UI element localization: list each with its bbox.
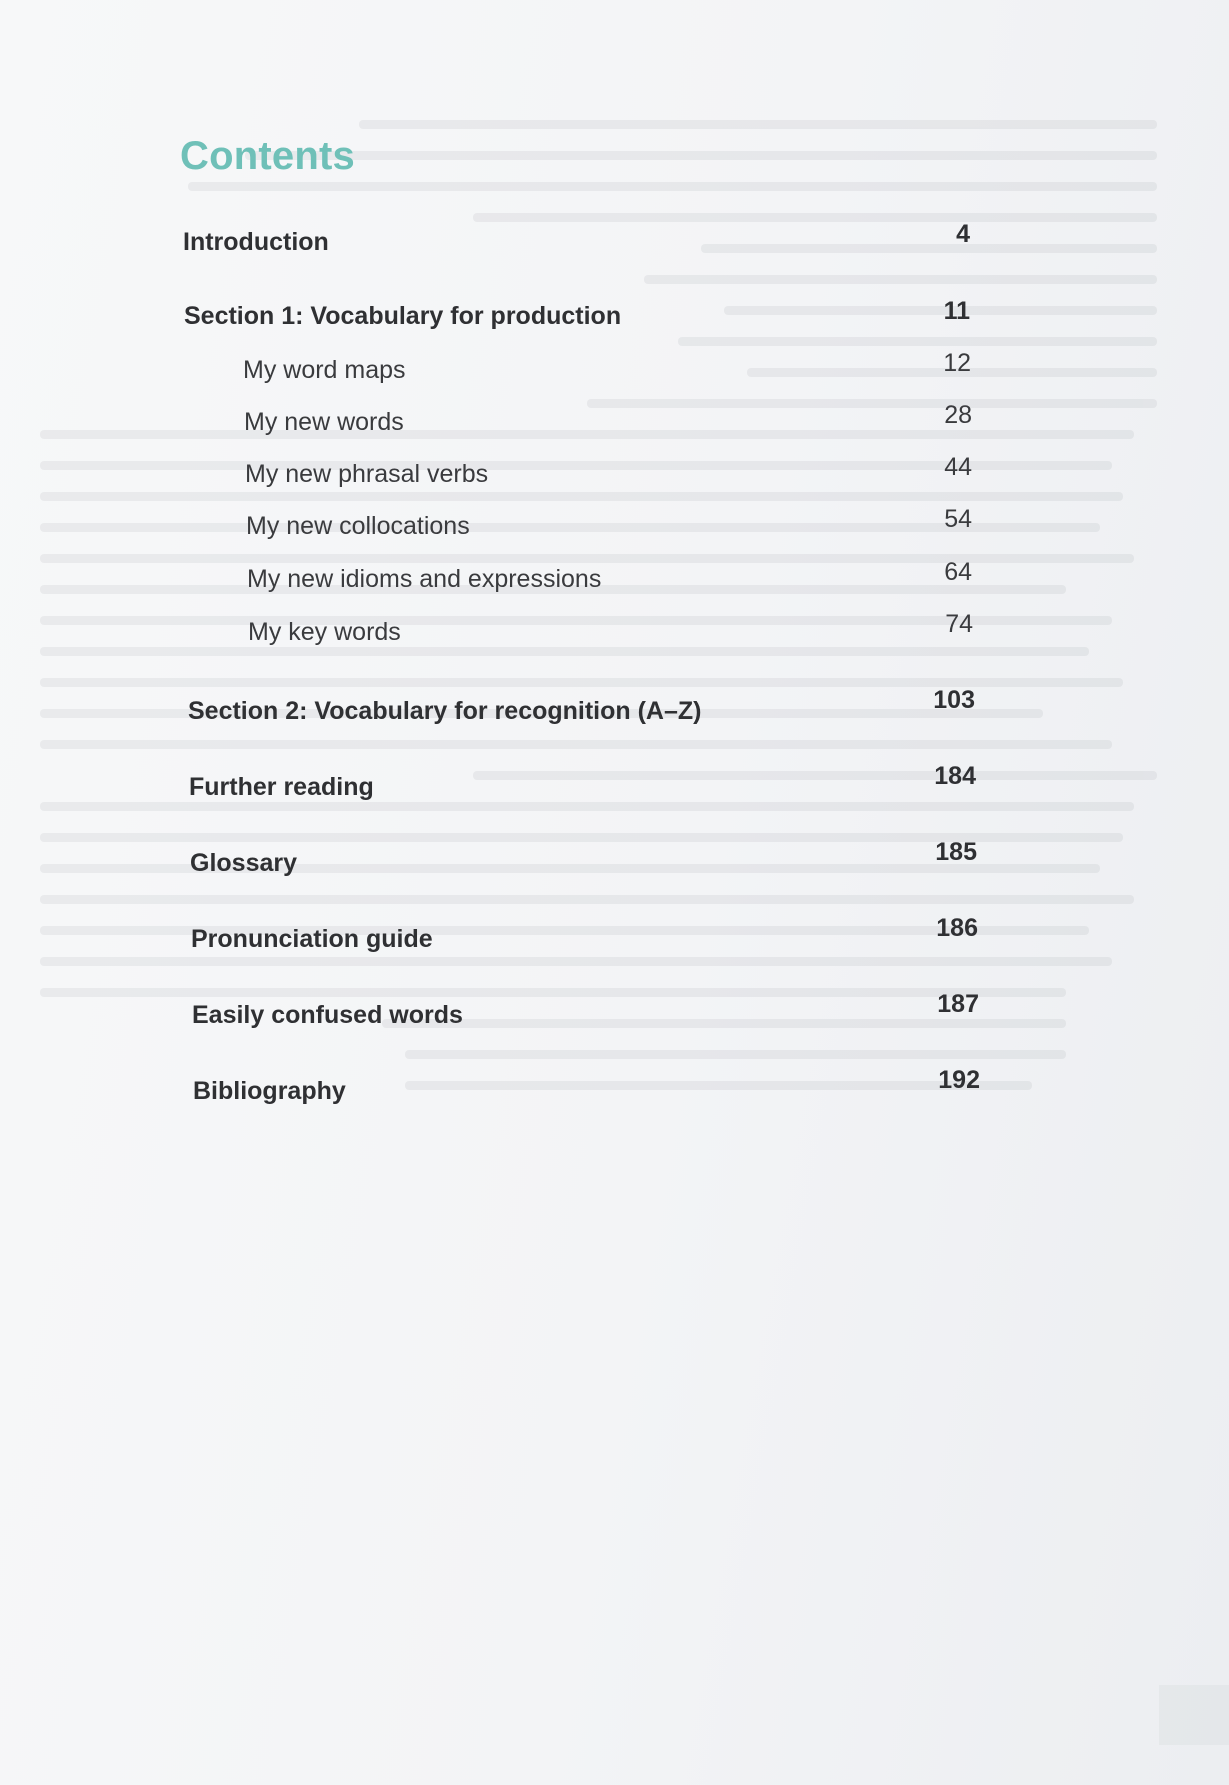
toc-entry-easily-confused-words: Easily confused words — [192, 1001, 463, 1029]
toc-entry-phrasal-verbs: My new phrasal verbs — [245, 460, 489, 488]
toc-entry-introduction: Introduction — [183, 228, 329, 256]
contents-title: Contents — [180, 134, 355, 178]
toc-page-section-1: 11 — [943, 297, 970, 325]
toc-page-introduction: 4 — [956, 220, 970, 248]
toc-entry-bibliography: Bibliography — [193, 1077, 346, 1105]
toc-page-bibliography: 192 — [938, 1066, 980, 1094]
toc-entry-new-words: My new words — [244, 408, 404, 436]
toc-entry-glossary: Glossary — [190, 849, 298, 877]
toc-page-glossary: 185 — [935, 838, 977, 866]
toc-page-word-maps: 12 — [943, 349, 971, 377]
toc-page-section-2: 103 — [933, 686, 975, 714]
toc-entry-idioms: My new idioms and expressions — [247, 565, 602, 593]
toc-page-phrasal-verbs: 44 — [944, 453, 972, 481]
toc-page-pronunciation-guide: 186 — [936, 914, 978, 942]
toc-page-idioms: 64 — [944, 558, 972, 586]
toc-entry-key-words: My key words — [248, 618, 401, 646]
show-through-background — [40, 120, 1180, 1700]
toc-page-key-words: 74 — [945, 610, 973, 638]
toc-entry-section-2: Section 2: Vocabulary for recognition (A–Z) — [188, 697, 702, 725]
toc-page-easily-confused-words: 187 — [937, 990, 979, 1018]
toc-page-new-words: 28 — [944, 401, 972, 429]
toc-entry-word-maps: My word maps — [243, 356, 406, 384]
toc-page-collocations: 54 — [944, 505, 972, 533]
toc-entry-collocations: My new collocations — [246, 512, 470, 540]
toc-entry-section-1: Section 1: Vocabulary for production — [184, 302, 622, 330]
toc-entry-pronunciation-guide: Pronunciation guide — [191, 925, 433, 953]
page-corner-mark — [1159, 1685, 1229, 1745]
toc-page-further-reading: 184 — [934, 762, 976, 790]
toc-entry-further-reading: Further reading — [189, 773, 374, 801]
